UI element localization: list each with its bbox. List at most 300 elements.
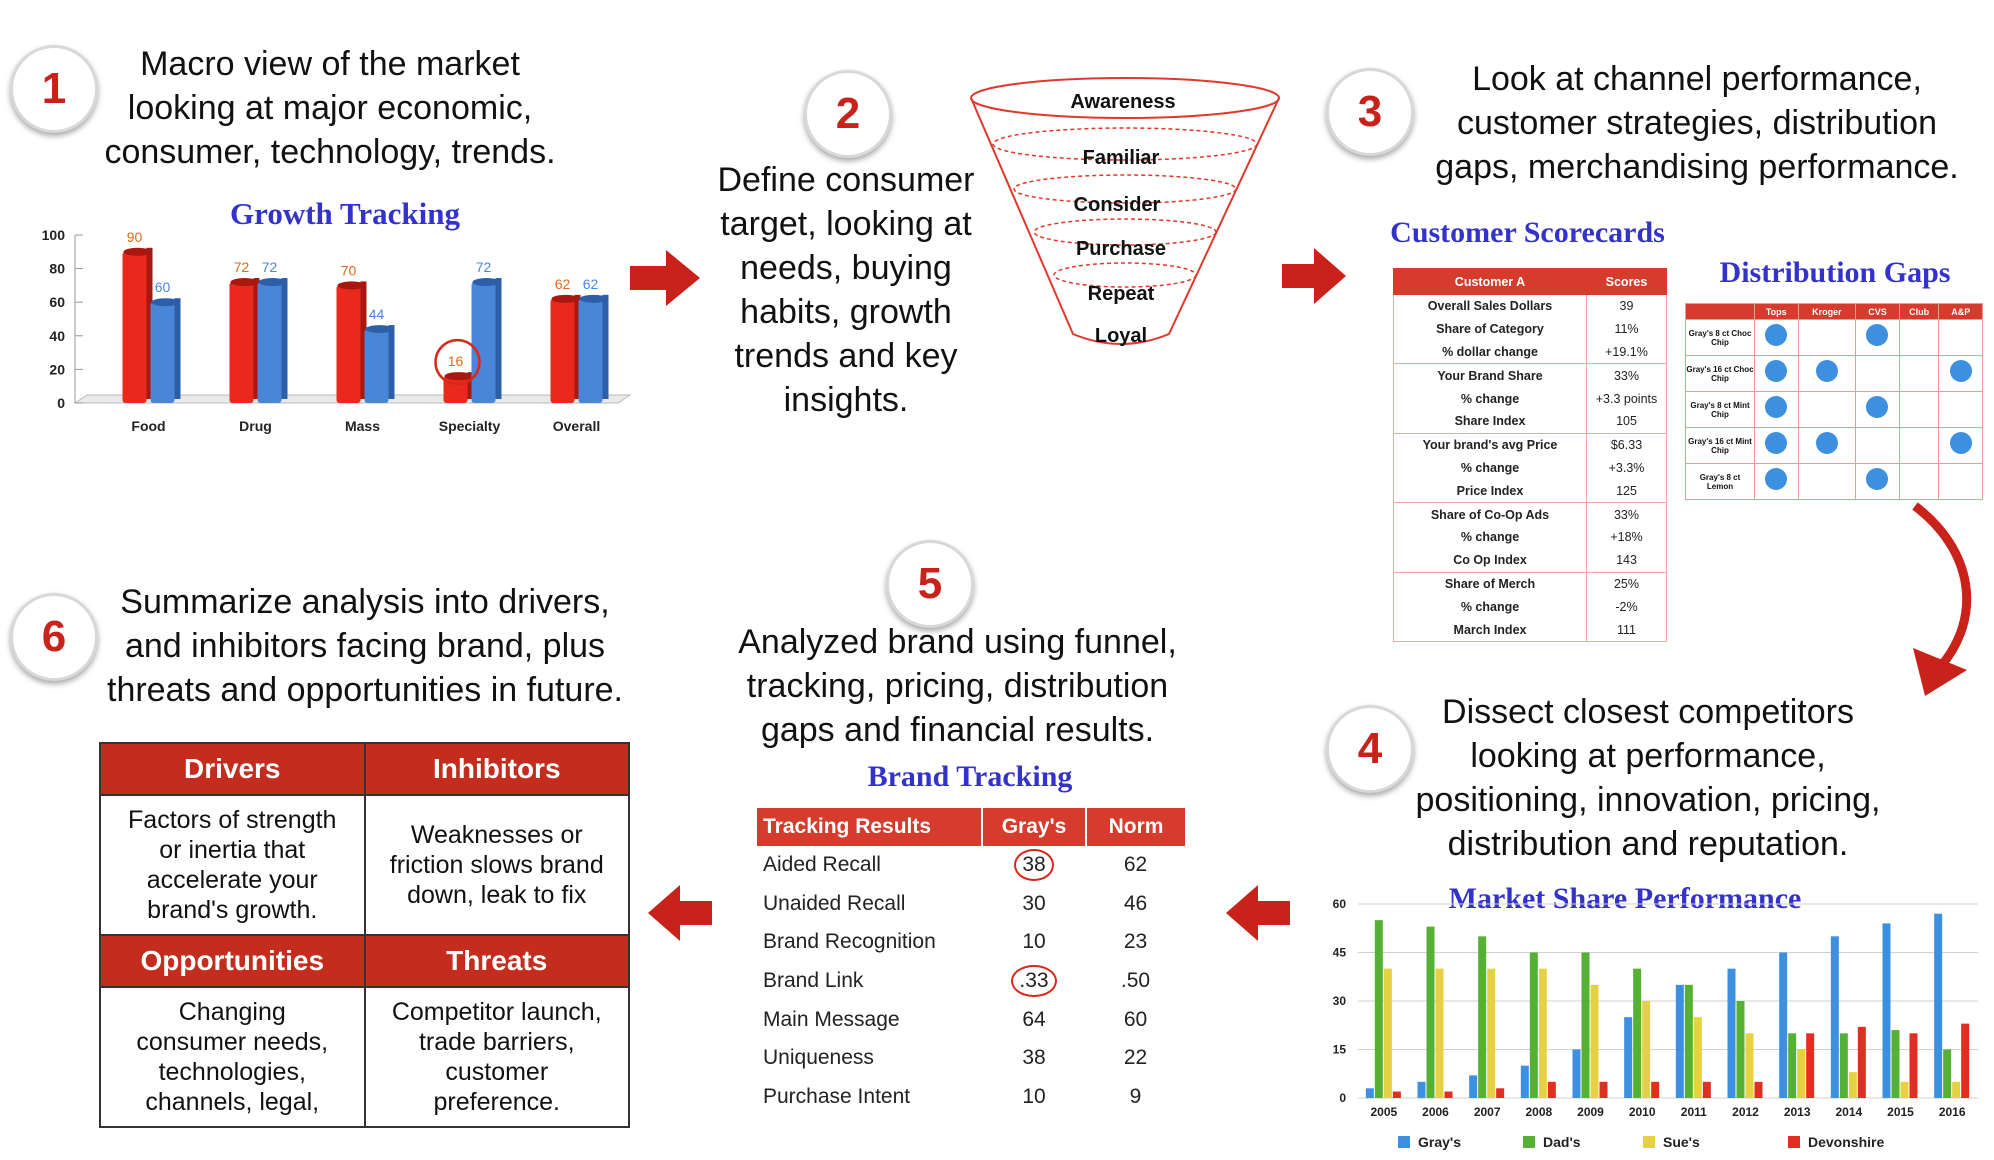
scorecard-metric: Price Index	[1394, 479, 1587, 502]
threats-line: customer	[445, 1058, 549, 1086]
bar-value-label: 90	[126, 228, 143, 245]
step-5-line-3: gaps and financial results.	[760, 711, 1155, 749]
bar	[1539, 969, 1547, 1098]
distribution-cell	[1856, 320, 1900, 356]
scorecard-metric: Share of Co-Op Ads	[1394, 503, 1587, 526]
step-2-number: 2	[835, 89, 861, 138]
scorecard-header-scores: Scores	[1587, 269, 1667, 295]
distribution-cell	[1939, 428, 1983, 464]
tracking-norm-value: 22	[1123, 1046, 1148, 1070]
tracking-header-norm: Norm	[1086, 808, 1185, 846]
bar-value-label: 62	[554, 275, 571, 292]
scorecard-value: +18%	[1587, 526, 1667, 549]
scorecard-value: -2%	[1587, 595, 1667, 618]
y-tick-label: 20	[49, 361, 65, 378]
bar	[1746, 1033, 1754, 1098]
step-2-badge	[804, 70, 892, 158]
step-3-line-3: gaps, merchandising performance.	[1435, 148, 1959, 186]
distribution-product-label: Gray's 8 ct Lemon	[1686, 464, 1755, 500]
step-2-line-1: Define consumer	[717, 161, 975, 199]
x-tick-label: 2005	[1370, 1105, 1398, 1119]
x-tick-label: 2010	[1628, 1105, 1656, 1119]
bar	[1779, 953, 1787, 1099]
bar	[1797, 1050, 1805, 1099]
tracking-metric: Aided Recall	[763, 853, 881, 877]
x-tick-label: 2006	[1422, 1105, 1449, 1119]
y-tick-label: 100	[41, 227, 65, 243]
scorecard-value: 105	[1587, 410, 1667, 433]
bar-top	[445, 372, 473, 380]
arrow-left-icon	[648, 885, 712, 941]
bar-value-label: 16	[447, 353, 464, 370]
threats-heading: Threats	[365, 935, 630, 987]
bar	[1910, 1033, 1918, 1098]
bar-side	[175, 298, 181, 399]
bar	[1961, 1024, 1969, 1098]
funnel-stage-consider: Consider	[1073, 194, 1161, 216]
distribution-cell	[1798, 428, 1856, 464]
scorecard-value: 33%	[1587, 364, 1667, 387]
bar-value-label: 60	[154, 279, 171, 296]
bar-value-label: 44	[368, 306, 385, 323]
bar	[1366, 1088, 1374, 1098]
bar	[1694, 1017, 1702, 1098]
distribution-header-tops: Tops	[1755, 304, 1799, 320]
y-tick-label: 0	[57, 395, 65, 411]
scorecard-metric: % change	[1394, 457, 1587, 480]
distribution-cell	[1899, 356, 1939, 392]
bar	[230, 282, 254, 403]
x-tick-label: 2007	[1473, 1105, 1501, 1119]
tracking-row	[757, 923, 1185, 962]
distribution-row	[1686, 356, 1983, 392]
scorecard-value: +19.1%	[1587, 341, 1667, 364]
bar	[1582, 953, 1590, 1099]
step-4-line-3: positioning, innovation, pricing,	[1415, 781, 1881, 819]
bar	[1728, 969, 1736, 1098]
tracking-grays-value: 10	[1022, 930, 1046, 954]
highlight-circle: .33	[1011, 965, 1056, 997]
tracking-metric: Unaided Recall	[763, 891, 906, 915]
x-tick-label: 2016	[1938, 1105, 1966, 1119]
y-tick-label: 80	[49, 260, 65, 277]
distribution-cell	[1939, 392, 1983, 428]
scorecard-row	[1394, 595, 1667, 618]
bar-side	[496, 278, 502, 399]
bar	[1685, 985, 1693, 1098]
distribution-row	[1686, 464, 1983, 500]
swot-summary-grid	[99, 742, 630, 1128]
x-tick-label: 2014	[1835, 1105, 1863, 1119]
distribution-cell	[1899, 320, 1939, 356]
bar	[551, 299, 575, 403]
step-3-number: 3	[1357, 87, 1383, 136]
bar	[123, 252, 147, 403]
distribution-dot	[1816, 360, 1838, 382]
scorecard-value: 111	[1587, 618, 1667, 641]
tracking-norm-value: 46	[1123, 891, 1148, 915]
distribution-dot	[1765, 396, 1787, 418]
scorecard-row	[1394, 410, 1667, 433]
bar	[1487, 969, 1495, 1098]
bar	[1840, 1033, 1848, 1098]
step-4-line-1: Dissect closest competitors	[1442, 693, 1854, 731]
distribution-cell	[1798, 356, 1856, 392]
opportunities-line: technologies,	[158, 1058, 306, 1086]
bar-top	[259, 278, 287, 286]
tracking-row	[757, 1039, 1185, 1078]
tracking-grays-value: 64	[1022, 1007, 1046, 1031]
bar-top	[473, 278, 501, 286]
distribution-dot	[1950, 360, 1972, 382]
tracking-norm-value: 62	[1123, 853, 1148, 877]
y-tick-label: 30	[1332, 994, 1346, 1008]
y-tick-label: 45	[1332, 945, 1346, 960]
distribution-row	[1686, 392, 1983, 428]
distribution-cell	[1939, 356, 1983, 392]
distribution-gaps-title: Distribution Gaps	[1719, 256, 1951, 289]
scorecard-row	[1394, 572, 1667, 595]
y-tick-label: 15	[1332, 1042, 1346, 1057]
tracking-header-grays: Gray's	[982, 808, 1086, 846]
bar	[1427, 927, 1435, 1098]
distribution-dot	[1765, 468, 1787, 490]
distribution-cell	[1755, 392, 1799, 428]
step-1-number: 1	[41, 64, 67, 113]
scorecard-row	[1394, 526, 1667, 549]
scorecard-value: 125	[1587, 479, 1667, 502]
bar	[1849, 1072, 1857, 1098]
scorecard-row	[1394, 341, 1667, 364]
brand-tracking-table	[757, 808, 1185, 1116]
step-2-line-6: insights.	[783, 381, 909, 419]
x-tick-label: Food	[131, 418, 166, 434]
distribution-cell	[1755, 464, 1799, 500]
bar	[1737, 1001, 1745, 1098]
distribution-cell	[1755, 356, 1799, 392]
funnel-stage-repeat: Repeat	[1087, 283, 1155, 305]
funnel-stage-purchase: Purchase	[1075, 238, 1167, 260]
customer-scorecard-table	[1393, 268, 1667, 642]
distribution-dot	[1816, 432, 1838, 454]
distribution-header-blank	[1686, 304, 1755, 320]
x-tick-label: Drug	[239, 418, 272, 434]
scorecard-metric: % change	[1394, 387, 1587, 410]
scorecard-metric: % dollar change	[1394, 341, 1587, 364]
distribution-cell	[1856, 356, 1900, 392]
distribution-cell	[1755, 428, 1799, 464]
drivers-line: or inertia that	[159, 836, 306, 864]
scorecard-metric: Share of Merch	[1394, 572, 1587, 595]
step-3-badge	[1326, 68, 1414, 156]
distribution-cell	[1798, 392, 1856, 428]
scorecard-row	[1394, 364, 1667, 387]
tracking-row	[757, 1078, 1185, 1117]
scorecard-value: $6.33	[1587, 433, 1667, 456]
bar	[1883, 923, 1891, 1098]
distribution-cell	[1939, 464, 1983, 500]
market-share-chart	[1308, 890, 1988, 1155]
curved-arrow-down-icon	[1895, 498, 1994, 698]
tracking-grays-value: 10	[1022, 1084, 1046, 1108]
distribution-cell	[1856, 428, 1900, 464]
distribution-cell	[1899, 428, 1939, 464]
x-tick-label: Overall	[552, 418, 601, 434]
distribution-cell	[1856, 392, 1900, 428]
threats-text	[365, 987, 630, 1127]
x-tick-label: Mass	[344, 418, 381, 434]
distribution-product-label: Gray's 8 ct Choc Chip	[1686, 320, 1755, 356]
purchase-funnel	[965, 72, 1285, 352]
bar	[1469, 1075, 1477, 1098]
step-2-description	[694, 158, 998, 422]
x-tick-label: 2013	[1783, 1105, 1811, 1119]
bar	[1633, 969, 1641, 1098]
opportunities-line: consumer needs,	[136, 1028, 329, 1056]
y-tick-label: 60	[49, 294, 65, 311]
inhibitors-line: Weaknesses or	[410, 821, 583, 849]
opportunities-text	[100, 987, 365, 1127]
distribution-cell	[1899, 392, 1939, 428]
x-tick-label: 2011	[1680, 1105, 1707, 1119]
scorecard-row	[1394, 457, 1667, 480]
bar	[1418, 1082, 1426, 1098]
bar	[1642, 1001, 1650, 1098]
tracking-row	[757, 885, 1185, 924]
tracking-norm-value: .50	[1120, 969, 1151, 993]
threats-line: preference.	[433, 1088, 560, 1116]
distribution-dot	[1866, 396, 1888, 418]
legend-swatch	[1523, 1136, 1535, 1148]
bar-value-label: 72	[475, 259, 492, 276]
distribution-dot	[1866, 468, 1888, 490]
step-6-line-2: and inhibitors facing brand, plus	[124, 627, 606, 665]
tracking-norm-value: 23	[1123, 930, 1148, 954]
step-2-line-2: target, looking at	[720, 205, 972, 243]
bar-side	[603, 295, 609, 399]
bar-top	[580, 295, 608, 303]
legend-label: Sue's	[1663, 1134, 1700, 1150]
x-tick-label: 2012	[1732, 1105, 1759, 1119]
distribution-dot	[1866, 324, 1888, 346]
threats-line: Competitor launch,	[391, 998, 602, 1026]
threats-line: trade barriers,	[418, 1028, 575, 1056]
scorecard-value: +3.3%	[1587, 457, 1667, 480]
step-2-line-3: needs, buying	[740, 249, 952, 287]
step-1-line-3: consumer, technology, trends.	[104, 133, 556, 171]
bar-top	[366, 325, 394, 333]
step-5-badge	[886, 540, 974, 628]
drivers-text	[100, 795, 365, 935]
scorecard-row	[1394, 295, 1667, 318]
scorecard-metric: Your Brand Share	[1394, 364, 1587, 387]
step-1-line-2: looking at major economic,	[127, 89, 533, 127]
distribution-cell	[1856, 464, 1900, 500]
step-2-line-5: trends and key	[734, 337, 958, 375]
tracking-row	[757, 1000, 1185, 1039]
distribution-cell	[1939, 320, 1983, 356]
step-1-line-1: Macro view of the market	[140, 45, 520, 83]
scorecard-metric: % change	[1394, 595, 1587, 618]
bar	[579, 299, 603, 403]
drivers-line: accelerate your	[146, 866, 318, 894]
step-4-number: 4	[1357, 724, 1383, 773]
step-6-line-1: Summarize analysis into drivers,	[120, 583, 610, 621]
bar-top	[124, 248, 152, 256]
distribution-dot	[1765, 360, 1787, 382]
step-4-line-4: distribution and reputation.	[1447, 825, 1849, 863]
step-5-line-2: tracking, pricing, distribution	[746, 667, 1169, 705]
bar	[1901, 1082, 1909, 1098]
tracking-norm-value: 60	[1123, 1007, 1148, 1031]
bar	[337, 285, 361, 403]
bar-top	[152, 298, 180, 306]
step-2-line-4: habits, growth	[740, 293, 952, 331]
scorecard-metric: Overall Sales Dollars	[1394, 295, 1587, 318]
bar	[1573, 1050, 1581, 1099]
distribution-product-label: Gray's 16 ct Mint Chip	[1686, 428, 1755, 464]
opportunities-line: Changing	[178, 998, 286, 1026]
bar	[365, 329, 389, 403]
distribution-header-kroger: Kroger	[1798, 304, 1856, 320]
bar	[1496, 1088, 1504, 1098]
tracking-metric: Brand Link	[763, 969, 864, 993]
distribution-gaps-table	[1685, 303, 1983, 500]
bar	[1478, 936, 1486, 1098]
growth-tracking-title: Growth Tracking	[230, 196, 460, 231]
scorecard-row	[1394, 387, 1667, 410]
tracking-metric: Uniqueness	[763, 1046, 874, 1070]
bar	[1858, 1027, 1866, 1098]
growth-tracking-chart	[20, 225, 640, 450]
step-4-line-2: looking at performance,	[1470, 737, 1826, 775]
bar	[1600, 1082, 1608, 1098]
scorecard-row	[1394, 433, 1667, 456]
tracking-grays-value: 30	[1022, 891, 1046, 915]
x-tick-label: 2008	[1525, 1105, 1553, 1119]
bar	[258, 282, 282, 403]
scorecard-value: 39	[1587, 295, 1667, 318]
step-3-line-2: customer strategies, distribution	[1457, 104, 1937, 142]
bar	[1788, 1033, 1796, 1098]
tracking-header-results: Tracking Results	[757, 808, 982, 846]
bar	[1831, 936, 1839, 1098]
scorecard-value: 143	[1587, 549, 1667, 572]
market-share-title: Market Share Performance	[1420, 882, 1830, 916]
drivers-line: Factors of strength	[128, 806, 337, 834]
scorecard-row	[1394, 503, 1667, 526]
step-3-line-1: Look at channel performance,	[1472, 60, 1922, 98]
tracking-grays-value	[982, 846, 1086, 885]
scorecard-metric: Your brand's avg Price	[1394, 433, 1587, 456]
step-4-description	[1383, 690, 1913, 866]
scorecard-row	[1394, 479, 1667, 502]
bar-value-label: 62	[582, 275, 599, 292]
y-tick-label: 60	[1332, 897, 1346, 911]
inhibitors-line: friction slows brand	[389, 851, 604, 879]
legend-label: Devonshire	[1808, 1134, 1885, 1150]
customer-scorecards-title: Customer Scorecards	[1390, 216, 1665, 249]
bar	[1445, 1092, 1453, 1098]
tracking-norm-value: 9	[1129, 1084, 1142, 1108]
y-tick-label: 40	[49, 327, 65, 344]
scorecard-value: 11%	[1587, 318, 1667, 341]
bar	[1952, 1082, 1960, 1098]
scorecard-row	[1394, 549, 1667, 572]
tracking-row	[757, 962, 1185, 1001]
distribution-product-label: Gray's 8 ct Mint Chip	[1686, 392, 1755, 428]
step-3-description	[1402, 57, 1992, 189]
distribution-cell	[1798, 320, 1856, 356]
funnel-stage-familiar: Familiar	[1082, 147, 1160, 169]
distribution-cell	[1798, 464, 1856, 500]
bar-top	[231, 278, 259, 286]
tracking-metric: Purchase Intent	[763, 1084, 911, 1108]
arrow-left-icon	[1226, 885, 1290, 941]
bar	[1703, 1082, 1711, 1098]
x-tick-label: 2009	[1577, 1105, 1604, 1119]
step-6-description	[80, 580, 650, 712]
bar-top	[338, 281, 366, 289]
bar	[1676, 985, 1684, 1098]
bar	[1624, 1017, 1632, 1098]
bar	[1892, 1030, 1900, 1098]
distribution-header-cvs: CVS	[1856, 304, 1900, 320]
distribution-cell	[1899, 464, 1939, 500]
distribution-product-label: Gray's 16 ct Choc Chip	[1686, 356, 1755, 392]
distribution-row	[1686, 428, 1983, 464]
legend-label: Dad's	[1543, 1134, 1581, 1150]
bar	[1393, 1092, 1401, 1098]
step-6-number: 6	[41, 612, 67, 661]
step-6-line-3: threats and opportunities in future.	[107, 671, 623, 709]
bar	[1755, 1082, 1763, 1098]
scorecard-metric: Share of Category	[1394, 318, 1587, 341]
step-5-description	[700, 620, 1215, 752]
scorecard-value: 33%	[1587, 503, 1667, 526]
funnel-stage-loyal: Loyal	[1094, 325, 1148, 347]
bar-top	[552, 295, 580, 303]
inhibitors-line: down, leak to fix	[407, 881, 587, 909]
bar	[1548, 1082, 1556, 1098]
bar-value-label: 70	[340, 262, 357, 279]
distribution-dot	[1950, 432, 1972, 454]
tracking-metric: Main Message	[763, 1007, 900, 1031]
tracking-row	[757, 846, 1185, 885]
legend-label: Gray's	[1418, 1134, 1462, 1150]
scorecard-metric: Co Op Index	[1394, 549, 1587, 572]
tracking-metric: Brand Recognition	[763, 930, 936, 954]
scorecard-row	[1394, 618, 1667, 641]
highlight-circle: 38	[1014, 849, 1053, 881]
scorecard-metric: % change	[1394, 526, 1587, 549]
distribution-cell	[1755, 320, 1799, 356]
bar	[1375, 920, 1383, 1098]
scorecard-header-customer: Customer A	[1394, 269, 1587, 295]
bar	[1530, 953, 1538, 1099]
legend-swatch	[1643, 1136, 1655, 1148]
tracking-grays-value	[982, 962, 1086, 1001]
scorecard-row	[1394, 318, 1667, 341]
drivers-line: brand's growth.	[147, 896, 318, 924]
scorecard-metric: March Index	[1394, 618, 1587, 641]
drivers-heading: Drivers	[100, 743, 365, 795]
distribution-row	[1686, 320, 1983, 356]
inhibitors-heading: Inhibitors	[365, 743, 630, 795]
bar	[1806, 1033, 1814, 1098]
bar	[1591, 985, 1599, 1098]
bar	[1943, 1050, 1951, 1099]
